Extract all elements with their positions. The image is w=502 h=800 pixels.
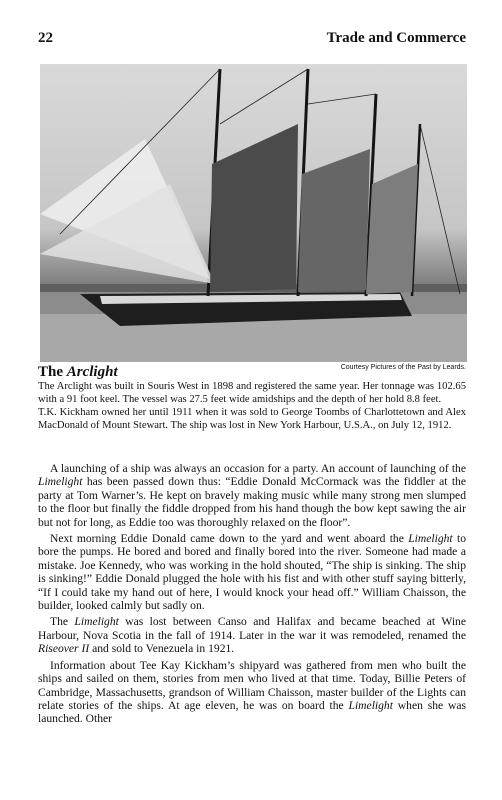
schooner-illustration xyxy=(40,64,467,362)
body-paragraph-4: Information about Tee Kay Kickham’s shipyard was gathered from men who built the ships and sailed on them, stories from men who lived at that time. Today, Billie Peters of Cambridge, Massachusetts, grandson of William Chaisson, master builder of the Lights can relate stories of the ships. At age eleven, he was on board the Limelight when she was launched. Other xyxy=(38,658,466,726)
schooner-photo xyxy=(40,64,467,362)
body-paragraph-3: The Limelight was lost between Canso and Halifax and became beached at Wine Harbour, Nova Scotia in the fall of 1914. Later in the war it was remodeled, renamed the Riseover II and sold to Venezuela in 1921. xyxy=(38,615,466,656)
body-paragraph-2: Next morning Eddie Donald came down to the yard and went aboard the Limelight to bore the pumps. He bored and bored and finally bored into the river. Someone had made a mistake. Joe Kennedy, who was working in the hold shouted, “The ship is sinking. The ship is sinking!” Eddie Donald plugged the hole with his fist and with other stuff saying bitterly, “If I could take my hand out of here, I would knock your head off.” William Chaisson, the builder, looked calmly but sadly on. xyxy=(38,532,466,613)
caption-paragraph-1: The Arclight was built in Souris West in 1898 and registered the same year. Her tonnage was 102.65 with a 91 foot keel. The vessel was 27.5 feet wide amidships and the depth of her hold 8.8 feet. xyxy=(38,381,466,405)
page-number: 22 xyxy=(38,30,53,46)
article-body xyxy=(38,462,466,729)
body-paragraph-1: A launching of a ship was always an occasion for a party. An account of launching of the Limelight has been passed down thus: “Eddie Donald McCormack was the fiddler at the party at Tom Warner’s. He kept on bravely making music while many strong men slumped to the floor but finally the fiddle dropped from his hand though the bow kept sawing the air but not for long, as Eddie too was thoroughly relaxed on the floor”. xyxy=(38,462,466,529)
photo-caption xyxy=(38,381,466,433)
caption-paragraph-2: T.K. Kickham owned her until 1911 when it was sold to George Toombs of Charlottetown and Alex MacDonald of Mount Stewart. The ship was lost in New York Harbour, U.S.A., on July 12, 1912. xyxy=(38,407,466,431)
page-header xyxy=(38,30,466,52)
photo-credit: Courtesy Pictures of the Past by Leards. xyxy=(340,364,466,371)
caption-title: The Arclight xyxy=(38,364,118,380)
section-title: Trade and Commerce xyxy=(326,30,466,46)
